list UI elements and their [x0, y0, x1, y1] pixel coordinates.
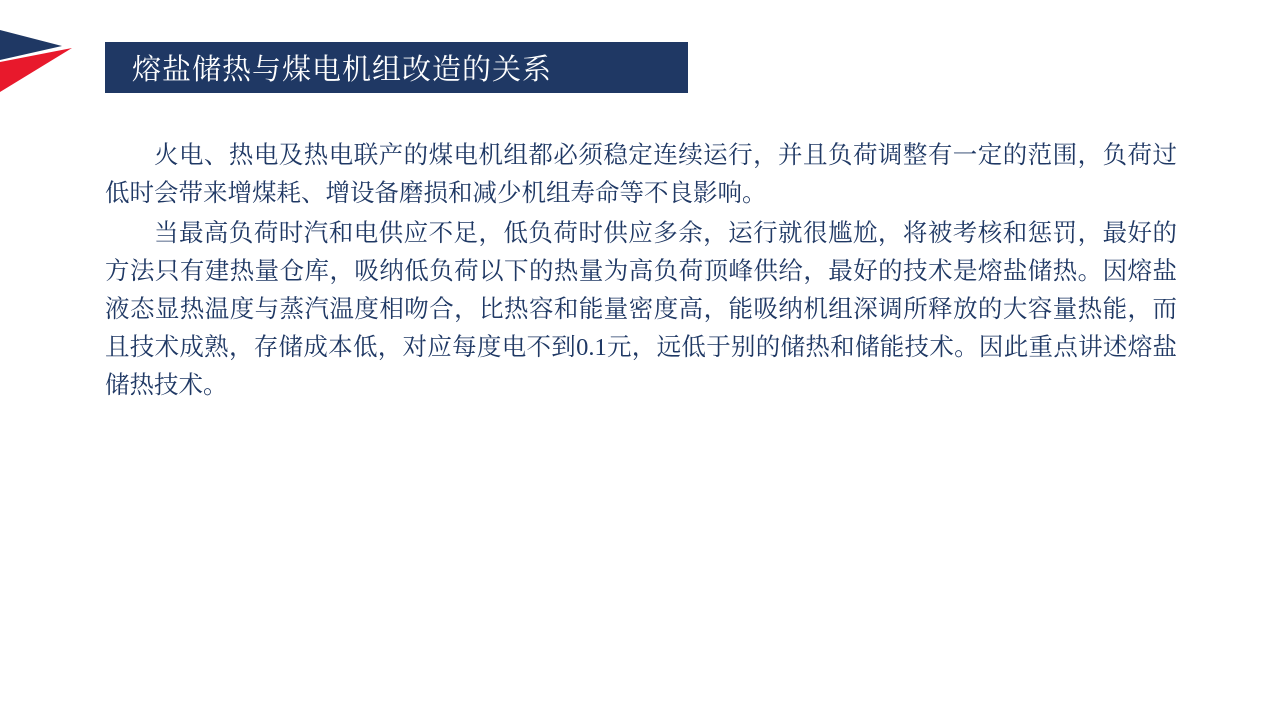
page-title: 熔盐储热与煤电机组改造的关系: [132, 54, 553, 86]
corner-flag-decoration-icon: [0, 0, 110, 100]
body-paragraph: 当最高负荷时汽和电供应不足，低负荷时供应多余，运行就很尴尬，将被考核和惩罚，最好的方法只有建热量仓库，吸纳低负荷以下的热量为高负荷顶峰供给，最好的技术是熔盐储热。因熔盐液态显热温度与蒸汽温度相吻合，比热容和能量密度高，能吸纳机组深调所释放的大容量热能，而且技术成熟，存储成本低，对应每度电不到0.1元，远低于别的储热和储能技术。因此重点讲述熔盐储热技术。: [105, 220, 1177, 399]
body-paragraph: 火电、热电及热电联产的煤电机组都必须稳定连续运行，并且负荷调整有一定的范围，负荷过低时会带来增煤耗、增设备磨损和减少机组寿命等不良影响。: [105, 142, 1177, 207]
slide-title-bar: [105, 42, 688, 93]
slide-body: [105, 137, 1177, 405]
